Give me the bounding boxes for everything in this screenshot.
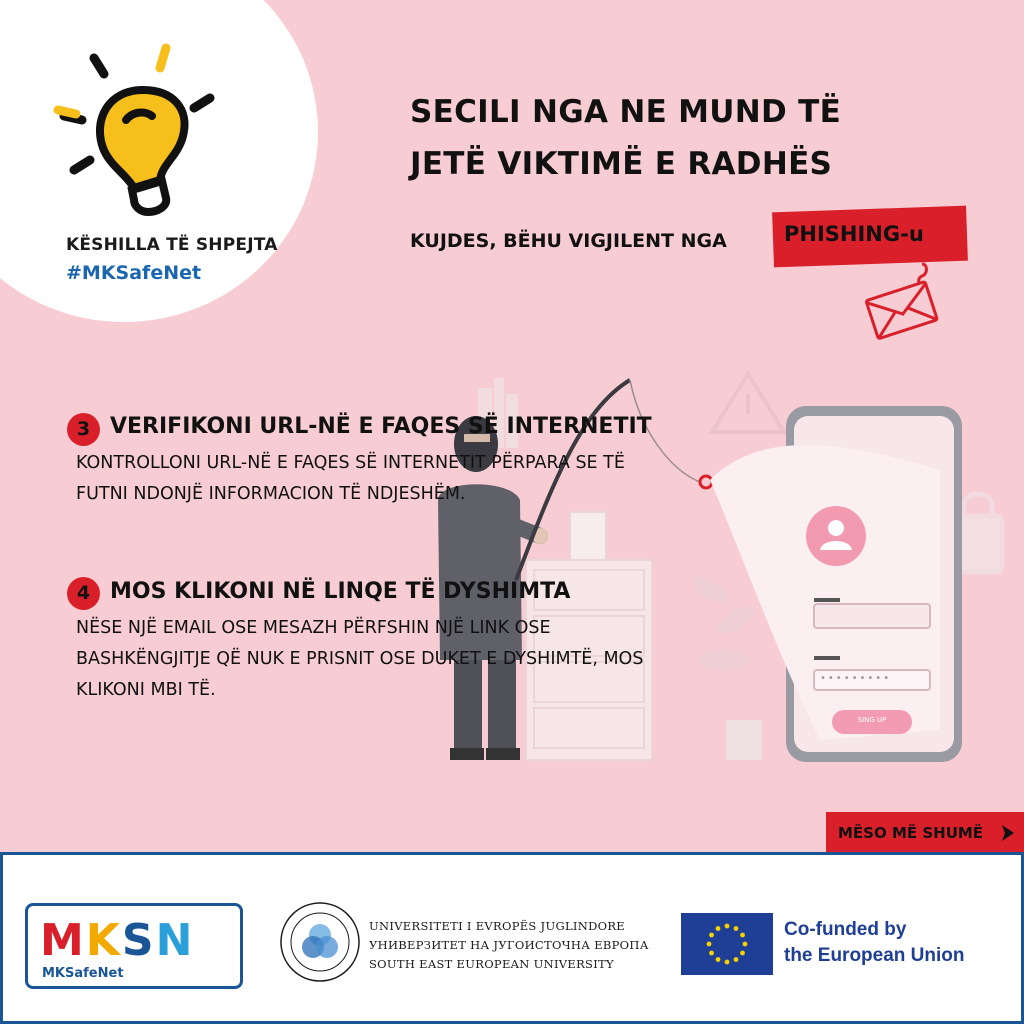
tip-3-body [76,448,625,510]
tip-4-body-line: NËSE NJË EMAIL OSE MESAZH PËRFSHIN NJË LINK OSE [76,618,551,638]
eu-line: Co-funded by [784,919,907,940]
headline-line-1: SECILI NGA NE MUND TË [410,94,842,130]
learn-more-button[interactable] [826,812,1024,854]
tip-3-title: VERIFIKONI URL-NË E FAQES SË INTERNETIT [110,414,652,439]
university-name [369,917,649,974]
mksn-letter-n: N [155,915,195,966]
lightbulb-icon [48,40,228,230]
headline-line-2: JETË VIKTIMË E RADHËS [410,146,833,182]
mksn-letter-m: M [40,915,86,966]
university-line: УНИВЕРЗИТЕТ НА ЈУГОИСТОЧНА ЕВРОПА [369,938,649,952]
phone-signup-button: SING UP [857,716,887,724]
mksafenet-logo [25,903,243,989]
phishing-highlight-text: PHISHING-u [784,222,924,246]
subline: KUJDES, BËHU VIGJILENT NGA [410,230,727,252]
mksn-letter-k: K [85,915,122,966]
headline [410,86,930,190]
mksn-letter-s: S [121,915,156,966]
university-line: UNIVERSITETI I EVROPËS JUGLINDORE [369,919,625,933]
badge-hashtag: #MKSafeNet [66,262,202,284]
badge-title: KËSHILLA TË SHPEJTA [66,235,278,255]
tip-3-body-line: KONTROLLONI URL-NË E FAQES SË INTERNETIT PËRPARA SE TË [76,453,625,473]
university-seal-icon [279,901,361,983]
mksn-logo-letters [40,915,195,966]
tip-4-body [76,613,643,706]
arrow-right-icon [1000,824,1016,842]
eu-flag-icon [681,913,773,975]
phishing-envelope-icon [862,260,942,340]
tip-4-number: 4 [67,577,100,610]
tip-3-body-line: FUTNI NDONJË INFORMACION TË NDJESHËM. [76,484,466,504]
tip-4-body-line: KLIKONI MBI TË. [76,680,216,700]
mksn-logo-subtitle: MKSafeNet [42,966,124,981]
tip-3-number: 3 [67,413,100,446]
university-line: SOUTH EAST EUROPEAN UNIVERSITY [369,957,614,971]
footer [0,852,1024,1024]
eu-line: the European Union [784,945,965,966]
phone-mockup [710,406,962,762]
tip-4-title: MOS KLIKONI NË LINQE TË DYSHIMTA [110,579,571,604]
phone-password-mask: ••••••••• [820,673,892,684]
tip-4-body-line: BASHKËNGJITJE QË NUK E PRISNIT OSE DUKET E DYSHIMTË, MOS [76,649,644,669]
eu-cofunded-text [784,917,965,969]
learn-more-label: MËSO MË SHUMË [838,824,984,842]
